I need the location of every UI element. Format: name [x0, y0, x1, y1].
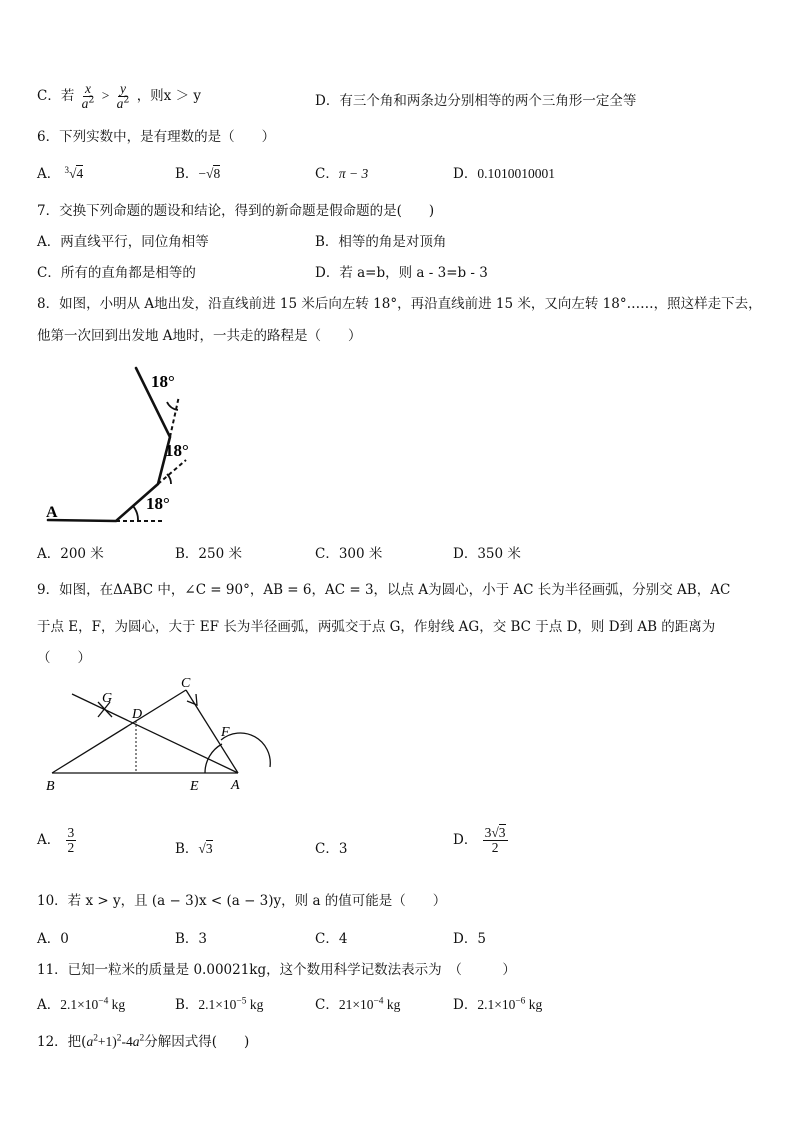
- q9-label-c: C: [181, 676, 191, 691]
- q5-option-c: C．若 $\frac{x}{a^2}$ > $\frac{y}{a^2}$ ，则x ＞ y: [37, 81, 202, 112]
- q9-label-f: F: [221, 725, 230, 740]
- q8-angle-2: 18°: [165, 441, 189, 460]
- q9-label-e: E: [190, 779, 199, 794]
- q9-label-a: A: [231, 778, 240, 793]
- q7-option-c: C．所有的直角都是相等的: [37, 265, 196, 281]
- fraction-3-over-2: $\frac{3}{2}$: [67, 825, 75, 856]
- q8-option-a: A．200 米: [37, 546, 104, 562]
- fraction-3root3-over-2: $\frac{3√3}{2}$: [484, 825, 506, 856]
- fraction-x-over-a2: $\frac{x}{a^2}$: [81, 81, 95, 112]
- q9-option-d: D． $\frac{3√3}{2}$: [453, 825, 506, 856]
- q9-stem-line3: （ ）: [37, 650, 91, 666]
- q8-label-a: A: [46, 504, 58, 521]
- q6-stem: 6．下列实数中，是有理数的是（ ）: [37, 129, 276, 145]
- q8-option-c: C．300 米: [315, 546, 383, 562]
- q10-option-c: C．4: [315, 931, 348, 947]
- q5-option-d: D．有三个角和两条边分别相等的两个三角形一定全等: [315, 93, 637, 109]
- q11-option-a: A．$2.1\times 10^{-4}$ kg: [37, 996, 126, 1013]
- q8-stem-line2: 他第一次回到出发地 A地时，一共走的路程是（ ）: [37, 328, 362, 344]
- q7-option-d: D．若 a=b，则 a - 3=b - 3: [315, 265, 488, 281]
- q12-stem: 12．把$(a^2+1)^2-4a^2$分解因式得( ): [37, 1033, 250, 1050]
- q10-option-d: D．5: [453, 931, 486, 947]
- q7-stem: 7．交换下列命题的题设和结论，得到的新命题是假命题的是( ): [37, 203, 435, 219]
- q8-stem-line1: 8．如图，小明从 A地出发，沿直线前进 15 米后向左转 18°，再沿直线前进 15 米，又向左转 18°……，照这样走下去，: [37, 296, 762, 312]
- q6-option-d: D．0.1010010001: [453, 166, 555, 182]
- q11-option-d: D．$2.1\times 10^{-6}$ kg: [453, 996, 543, 1013]
- q9-stem-line2: 于点 E，F，为圆心，大于 EF 长为半径画弧，两弧交于点 G，作射线 AG，交 BC 于点 D，则 D到 AB 的距离为: [37, 619, 716, 635]
- q9-label-b: B: [46, 779, 55, 794]
- q9-label-d: D: [132, 707, 143, 722]
- q7-option-a: A．两直线平行，同位角相等: [37, 234, 209, 250]
- q9-stem-line1: 9．如图，在ΔABC 中，∠C = 90°，AB = 6，AC = 3，以点 A为圆心，小于 AC 长为半径画弧，分别交 AB，AC: [37, 582, 731, 598]
- q8-figure: [40, 360, 220, 530]
- q9-option-b: B．√3: [175, 841, 213, 857]
- q8-angle-1: 18°: [146, 494, 170, 513]
- q11-option-b: B．$2.1\times 10^{-5}$ kg: [175, 996, 264, 1013]
- q8-angle-3: 18°: [151, 372, 175, 391]
- q6-option-c: C．π − 3: [315, 166, 369, 182]
- fraction-y-over-a2: $\frac{y}{a^2}$: [116, 81, 130, 112]
- q9-option-a: A． $\frac{3}{2}$: [37, 825, 75, 856]
- q9-figure: [40, 672, 280, 800]
- q8-option-b: B．250 米: [175, 546, 242, 562]
- q10-option-b: B．3: [175, 931, 208, 947]
- q6-option-a: A． $^3$√4: [37, 165, 84, 182]
- q11-option-c: C．$21\times 10^{-4}$ kg: [315, 996, 401, 1013]
- q7-option-b: B．相等的角是对顶角: [315, 234, 447, 250]
- q11-stem: 11．已知一粒米的质量是 0.00021kg，这个数用科学记数法表示为 （ ）: [37, 962, 516, 978]
- q8-option-d: D．350 米: [453, 546, 521, 562]
- q10-stem: 10．若 x > y，且 (a − 3)x < (a − 3)y，则 a 的值可能是（ ）: [37, 893, 447, 909]
- q6-option-b: B．−√8: [175, 166, 221, 182]
- q9-label-g: G: [102, 691, 113, 706]
- q10-option-a: A．0: [37, 931, 69, 947]
- q9-option-c: C．3: [315, 841, 348, 857]
